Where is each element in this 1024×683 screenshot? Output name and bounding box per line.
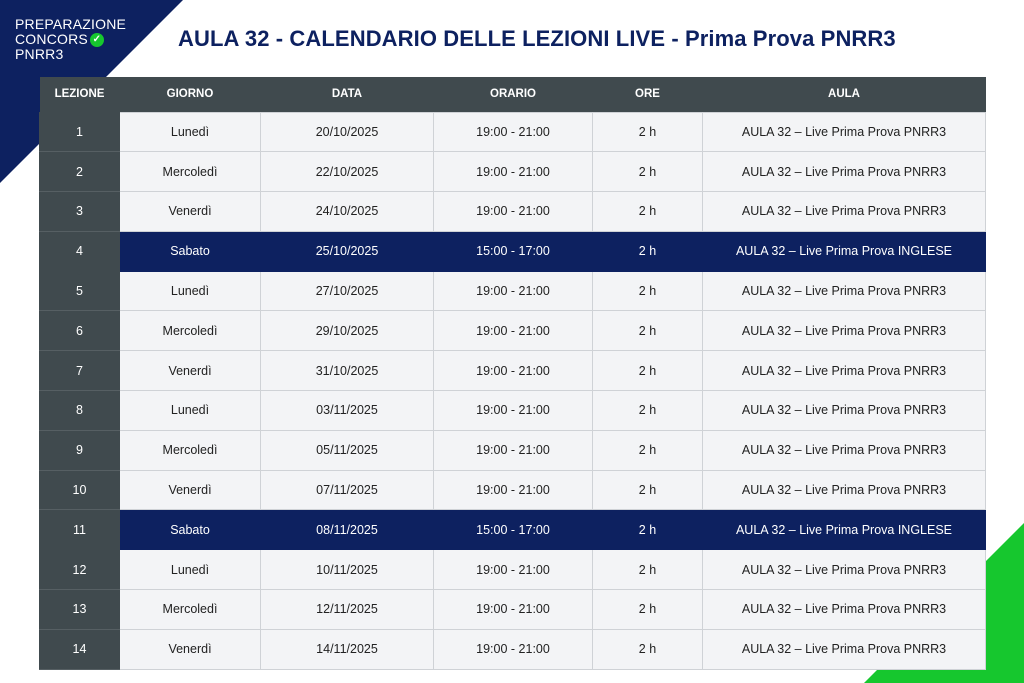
- cell-giorno: Sabato: [120, 231, 261, 271]
- cell-data: 08/11/2025: [261, 510, 434, 550]
- cell-aula: AULA 32 – Live Prima Prova PNRR3: [703, 590, 986, 630]
- table-header-row: [40, 77, 986, 112]
- logo-line-1: PREPARAZIONE: [15, 16, 127, 32]
- cell-aula: AULA 32 – Live Prima Prova PNRR3: [703, 351, 986, 391]
- table-row: [40, 152, 986, 192]
- cell-aula: AULA 32 – Live Prima Prova PNRR3: [703, 112, 986, 152]
- cell-data: 07/11/2025: [261, 470, 434, 510]
- cell-aula: AULA 32 – Live Prima Prova INGLESE: [703, 510, 986, 550]
- cell-orario: 19:00 - 21:00: [434, 590, 593, 630]
- cell-orario: 15:00 - 17:00: [434, 231, 593, 271]
- cell-orario: 15:00 - 17:00: [434, 510, 593, 550]
- cell-lezione: 1: [40, 112, 120, 152]
- cell-lezione: 5: [40, 271, 120, 311]
- cell-data: 03/11/2025: [261, 391, 434, 431]
- cell-orario: 19:00 - 21:00: [434, 391, 593, 431]
- table-row: [40, 351, 986, 391]
- brand-logo: [15, 17, 126, 62]
- cell-ore: 2 h: [593, 629, 703, 669]
- cell-ore: 2 h: [593, 112, 703, 152]
- cell-lezione: 2: [40, 152, 120, 192]
- cell-data: 24/10/2025: [261, 192, 434, 232]
- table-row: [40, 112, 986, 152]
- cell-orario: 19:00 - 21:00: [434, 192, 593, 232]
- table-row: [40, 311, 986, 351]
- cell-orario: 19:00 - 21:00: [434, 311, 593, 351]
- schedule-table: [39, 77, 986, 670]
- cell-giorno: Lunedì: [120, 550, 261, 590]
- cell-ore: 2 h: [593, 470, 703, 510]
- cell-aula: AULA 32 – Live Prima Prova PNRR3: [703, 152, 986, 192]
- check-circle-icon: ✓: [90, 33, 104, 47]
- cell-ore: 2 h: [593, 550, 703, 590]
- logo-line-2: CONCORS: [15, 31, 88, 47]
- cell-aula: AULA 32 – Live Prima Prova PNRR3: [703, 192, 986, 232]
- cell-aula: AULA 32 – Live Prima Prova PNRR3: [703, 550, 986, 590]
- table-row: [40, 231, 986, 271]
- header-col-aula: AULA: [703, 77, 986, 112]
- cell-giorno: Venerdì: [120, 192, 261, 232]
- table-row: [40, 510, 986, 550]
- cell-giorno: Mercoledì: [120, 152, 261, 192]
- cell-giorno: Mercoledì: [120, 311, 261, 351]
- cell-ore: 2 h: [593, 351, 703, 391]
- cell-giorno: Mercoledì: [120, 430, 261, 470]
- header-col-ore: ORE: [593, 77, 703, 112]
- cell-lezione: 4: [40, 231, 120, 271]
- cell-lezione: 11: [40, 510, 120, 550]
- page-title: AULA 32 - CALENDARIO DELLE LEZIONI LIVE - Prima Prova PNRR3: [178, 26, 896, 51]
- cell-ore: 2 h: [593, 231, 703, 271]
- cell-orario: 19:00 - 21:00: [434, 550, 593, 590]
- cell-ore: 2 h: [593, 311, 703, 351]
- header-col-giorno: GIORNO: [120, 77, 261, 112]
- cell-ore: 2 h: [593, 590, 703, 630]
- cell-data: 14/11/2025: [261, 629, 434, 669]
- cell-aula: AULA 32 – Live Prima Prova PNRR3: [703, 430, 986, 470]
- cell-lezione: 9: [40, 430, 120, 470]
- cell-data: 20/10/2025: [261, 112, 434, 152]
- cell-lezione: 7: [40, 351, 120, 391]
- cell-lezione: 14: [40, 629, 120, 669]
- cell-orario: 19:00 - 21:00: [434, 351, 593, 391]
- cell-lezione: 6: [40, 311, 120, 351]
- cell-lezione: 12: [40, 550, 120, 590]
- schedule-table-container: [39, 77, 985, 670]
- cell-giorno: Venerdì: [120, 470, 261, 510]
- cell-orario: 19:00 - 21:00: [434, 271, 593, 311]
- cell-giorno: Lunedì: [120, 112, 261, 152]
- cell-data: 12/11/2025: [261, 590, 434, 630]
- cell-giorno: Lunedì: [120, 391, 261, 431]
- cell-data: 31/10/2025: [261, 351, 434, 391]
- cell-lezione: 8: [40, 391, 120, 431]
- cell-ore: 2 h: [593, 192, 703, 232]
- cell-ore: 2 h: [593, 510, 703, 550]
- cell-giorno: Sabato: [120, 510, 261, 550]
- cell-giorno: Venerdì: [120, 351, 261, 391]
- cell-orario: 19:00 - 21:00: [434, 152, 593, 192]
- cell-data: 22/10/2025: [261, 152, 434, 192]
- table-body: [40, 112, 986, 669]
- table-row: [40, 590, 986, 630]
- cell-lezione: 3: [40, 192, 120, 232]
- logo-line-3: PNRR3: [15, 46, 64, 62]
- cell-lezione: 10: [40, 470, 120, 510]
- cell-ore: 2 h: [593, 430, 703, 470]
- header-col-orario: ORARIO: [434, 77, 593, 112]
- cell-aula: AULA 32 – Live Prima Prova PNRR3: [703, 470, 986, 510]
- cell-orario: 19:00 - 21:00: [434, 470, 593, 510]
- cell-orario: 19:00 - 21:00: [434, 629, 593, 669]
- cell-aula: AULA 32 – Live Prima Prova PNRR3: [703, 311, 986, 351]
- cell-giorno: Venerdì: [120, 629, 261, 669]
- cell-ore: 2 h: [593, 271, 703, 311]
- table-row: [40, 391, 986, 431]
- cell-giorno: Lunedì: [120, 271, 261, 311]
- cell-orario: 19:00 - 21:00: [434, 112, 593, 152]
- cell-lezione: 13: [40, 590, 120, 630]
- header-col-data: DATA: [261, 77, 434, 112]
- table-row: [40, 430, 986, 470]
- header-col-lezione: LEZIONE: [40, 77, 120, 112]
- cell-orario: 19:00 - 21:00: [434, 430, 593, 470]
- table-row: [40, 271, 986, 311]
- cell-ore: 2 h: [593, 152, 703, 192]
- cell-aula: AULA 32 – Live Prima Prova PNRR3: [703, 271, 986, 311]
- cell-aula: AULA 32 – Live Prima Prova INGLESE: [703, 231, 986, 271]
- table-row: [40, 550, 986, 590]
- cell-data: 27/10/2025: [261, 271, 434, 311]
- cell-data: 25/10/2025: [261, 231, 434, 271]
- table-row: [40, 192, 986, 232]
- cell-aula: AULA 32 – Live Prima Prova PNRR3: [703, 629, 986, 669]
- cell-giorno: Mercoledì: [120, 590, 261, 630]
- cell-aula: AULA 32 – Live Prima Prova PNRR3: [703, 391, 986, 431]
- table-row: [40, 470, 986, 510]
- cell-data: 05/11/2025: [261, 430, 434, 470]
- cell-data: 10/11/2025: [261, 550, 434, 590]
- cell-ore: 2 h: [593, 391, 703, 431]
- table-row: [40, 629, 986, 669]
- cell-data: 29/10/2025: [261, 311, 434, 351]
